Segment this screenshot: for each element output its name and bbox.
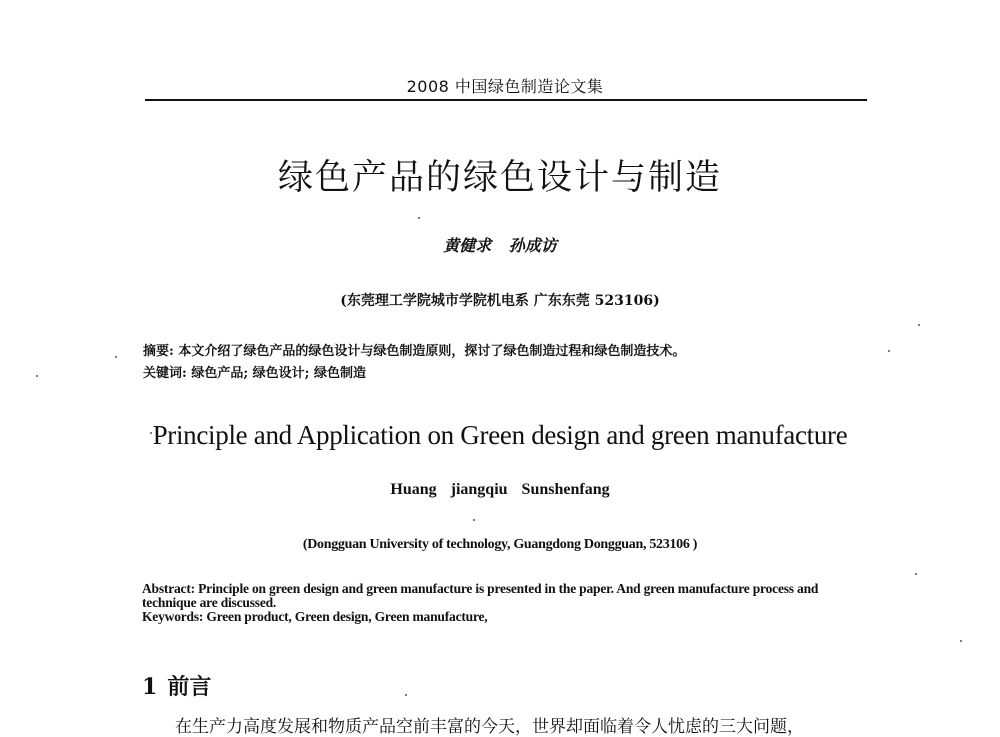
chinese-keywords-label: 关键词: bbox=[143, 366, 187, 381]
chinese-title: 绿色产品的绿色设计与制造 bbox=[277, 158, 722, 198]
scan-speck bbox=[960, 640, 962, 642]
english-abstract-text: Principle on green design and green manufacture is presented in the paper. And green manufacture process and technique are discussed. bbox=[142, 581, 819, 610]
header-rule bbox=[145, 99, 867, 101]
english-abstract-label: Abstract: bbox=[142, 581, 195, 596]
scan-speck bbox=[36, 375, 38, 377]
chinese-abstract-block bbox=[143, 341, 863, 385]
english-abstract bbox=[142, 582, 864, 610]
chinese-affiliation: (东莞理工学院城市学院机电系 广东东莞 523106) bbox=[340, 293, 660, 309]
english-authors: Huang jiangqiu Sunshenfang bbox=[390, 481, 610, 498]
english-keywords-text: Green product, Green design, Green manufacture, bbox=[206, 609, 488, 624]
english-title: Principle and Application on Green design and green manufacture bbox=[152, 420, 848, 450]
scan-speck bbox=[418, 217, 420, 219]
section-number: 1 bbox=[142, 674, 158, 700]
running-header: 2008 中国绿色制造论文集 bbox=[406, 77, 604, 96]
section-title: 前言 bbox=[167, 674, 212, 700]
scan-speck bbox=[473, 519, 475, 521]
body-paragraph-first-line: 在生产力高度发展和物质产品空前丰富的今天，世界却面临着令人忧虑的三大问题， bbox=[175, 717, 804, 737]
english-keywords-label: Keywords: bbox=[142, 609, 204, 624]
chinese-keywords bbox=[143, 363, 863, 385]
chinese-abstract-label: 摘要: bbox=[143, 344, 174, 359]
english-abstract-block bbox=[142, 582, 864, 624]
chinese-abstract bbox=[143, 341, 863, 363]
scan-speck bbox=[918, 324, 920, 326]
chinese-abstract-text: 本文介绍了绿色产品的绿色设计与绿色制造原则，探讨了绿色制造过程和绿色制造技术。 bbox=[178, 344, 686, 359]
scan-speck bbox=[888, 350, 890, 352]
chinese-keywords-text: 绿色产品; 绿色设计; 绿色制造 bbox=[191, 366, 366, 381]
scan-speck bbox=[915, 573, 917, 575]
scan-speck bbox=[405, 694, 407, 696]
section-heading bbox=[142, 670, 221, 701]
english-affiliation: (Dongguan University of technology, Guangdong Dongguan, 523106 ) bbox=[302, 537, 698, 552]
english-keywords bbox=[142, 610, 864, 624]
scan-speck bbox=[115, 356, 117, 358]
chinese-authors: 黄健求 孙成访 bbox=[443, 236, 557, 255]
scan-speck bbox=[150, 432, 152, 434]
